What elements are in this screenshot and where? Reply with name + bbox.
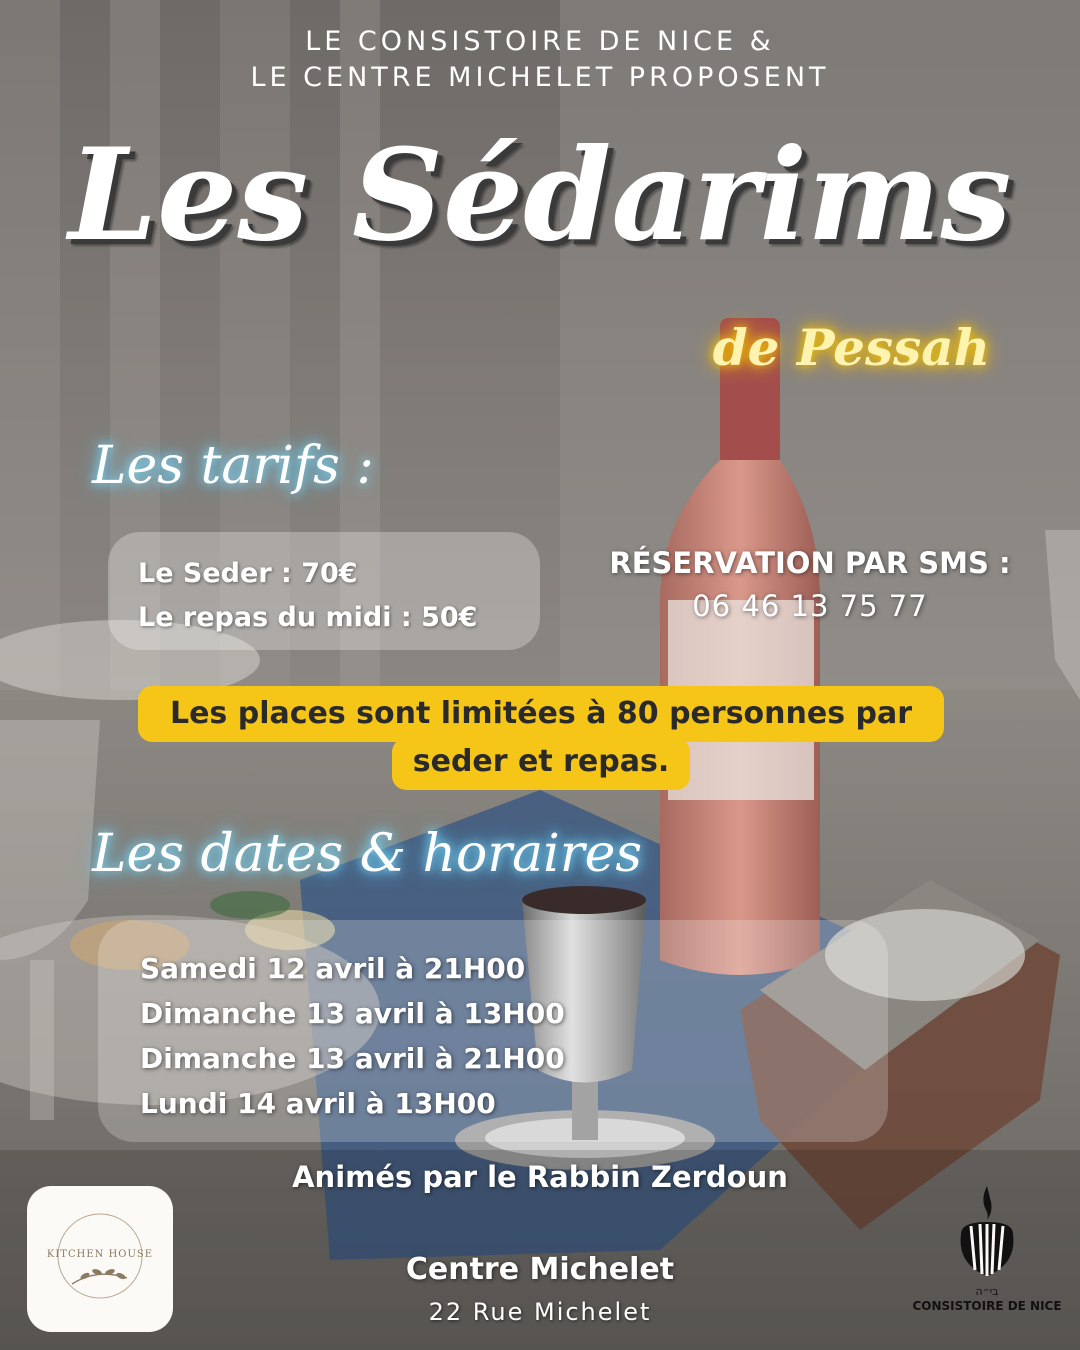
- capacity-notice-line-2: seder et repas.: [392, 738, 690, 790]
- header-line-1: LE CONSISTOIRE DE NICE &: [305, 26, 775, 57]
- consistoire-logo: [912, 1184, 1062, 1334]
- dates-heading: Les dates & horaires: [92, 824, 643, 884]
- kitchen-house-name: KITCHEN HOUSE: [46, 1249, 154, 1260]
- consistoire-hebrew: בי״ה: [975, 1285, 999, 1298]
- organizers-header: [0, 24, 1080, 96]
- flame-pomegranate-icon: [947, 1184, 1027, 1288]
- host-line: Animés par le Rabbin Zerdoun: [292, 1160, 788, 1194]
- date-item: Dimanche 13 avril à 13H00: [140, 997, 565, 1030]
- kitchen-house-logo: [27, 1186, 173, 1332]
- date-item: Samedi 12 avril à 21H00: [140, 952, 526, 985]
- dates-box: [98, 920, 888, 1142]
- date-item: Lundi 14 avril à 13H00: [140, 1087, 496, 1120]
- venue-name: Centre Michelet: [405, 1252, 675, 1287]
- price-box: [108, 532, 540, 650]
- price-seder: Le Seder : 70€: [138, 558, 358, 589]
- venue-address: 22 Rue Michelet: [428, 1298, 652, 1326]
- header-line-2: LE CENTRE MICHELET PROPOSENT: [250, 62, 830, 93]
- capacity-notice-line-1: Les places sont limitées à 80 personnes par: [138, 686, 944, 742]
- reservation-phone: 06 46 13 75 77: [692, 589, 928, 623]
- consistoire-name: CONSISTOIRE DE NICE: [912, 1299, 1062, 1313]
- reservation-label: RÉSERVATION PAR SMS :: [609, 546, 1011, 580]
- date-item: Dimanche 13 avril à 21H00: [140, 1042, 565, 1075]
- tarifs-heading: Les tarifs :: [92, 436, 374, 496]
- event-title: Les Sédarims: [68, 121, 1012, 269]
- reservation-block: [580, 542, 1040, 628]
- event-subtitle: de Pessah: [712, 318, 990, 377]
- price-lunch: Le repas du midi : 50€: [138, 602, 478, 633]
